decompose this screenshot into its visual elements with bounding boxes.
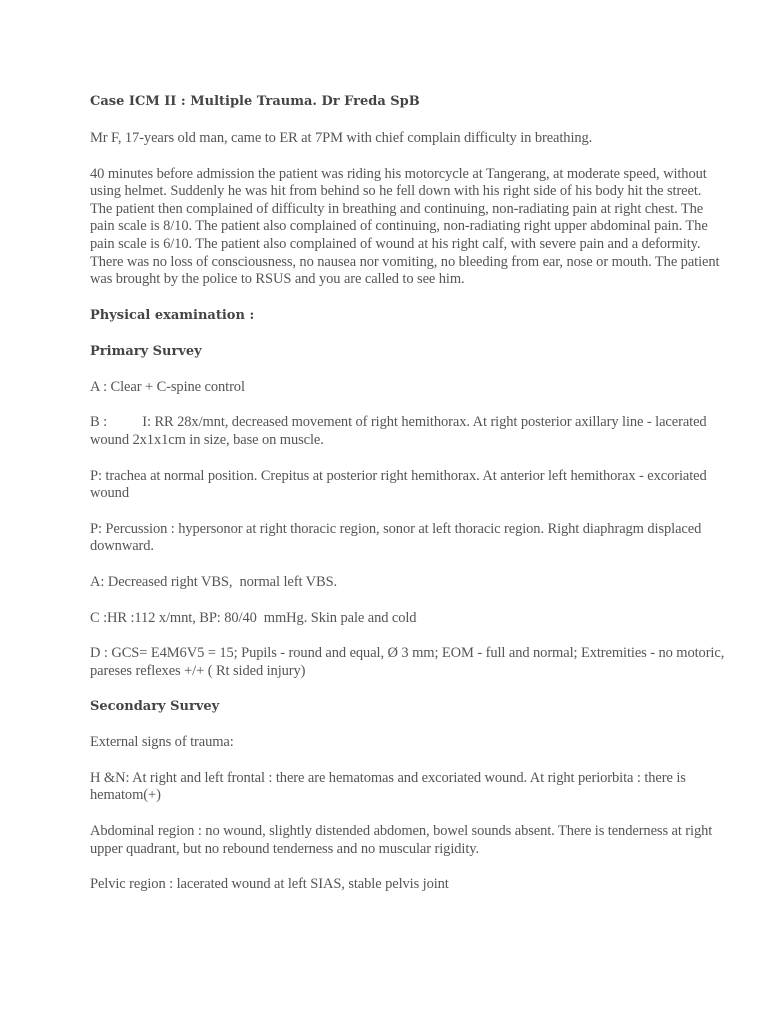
disability-paragraph: D : GCS= E4M6V5 = 15; Pupils - round and equal, Ø 3 mm; EOM - full and normal; Extremities - no motoric, pareses reflexes +/+ ( Rt sided injury) (90, 645, 725, 679)
pelvic-paragraph: Pelvic region : lacerated wound at left SIAS, stable pelvis joint (90, 876, 449, 893)
breathing-palpation-paragraph: P: trachea at normal position. Crepitus at posterior right hemithorax. At anterior left hemithorax - excoriated wound (90, 467, 707, 502)
breathing-inspection-paragraph: B : I: RR 28x/mnt, decreased movement of right hemithorax. At right posterior axillary line - lacerated wound 2x1x1cm in size, base on muscle. (90, 414, 711, 448)
intro-paragraph: Mr F, 17-years old man, came to ER at 7PM with chief complain difficulty in breathing. (90, 130, 593, 146)
breathing-percussion-paragraph: P: Percussion : hypersonor at right thoracic region, sonor at left thoracic region. Right diaphragm displaced downward. (90, 520, 702, 555)
breathing-auscultation-paragraph: A: Decreased right VBS, normal left VBS. (90, 573, 338, 590)
head-neck-paragraph: H &N: At right and left frontal : there are hematomas and excoriated wound. At right periorbita : there is hematom(+) (90, 769, 686, 804)
document-page (90, 93, 726, 894)
physical-exam-heading: Physical examination : (90, 307, 255, 323)
history-paragraph: 40 minutes before admission the patient was riding his motorcycle at Tangerang, at moderate speed, without using helmet. Suddenly he was hit from behind so he fell down with his right side of his body hit the street. The patient then complained of difficulty in breathing and continuing, non-radiating pain at right chest. The pain scale is 8/10. The patient also complained of continuing, non-radiating right upper abdominal pain. The pain scale is 6/10. The patient also complained of wound at his right calf, with severe pain and a deformity. There was no loss of consciousness, no nausea nor vomiting, no bleeding from ear, nose or mouth. The patient was brought by the police to RSUS and you are called to see him. (90, 165, 720, 288)
primary-survey-heading: Primary Survey (90, 343, 202, 359)
external-signs-paragraph: External signs of trauma: (90, 734, 234, 751)
document-title: Case ICM II : Multiple Trauma. Dr Freda SpB (90, 94, 420, 109)
secondary-survey-heading: Secondary Survey (90, 699, 220, 715)
airway-paragraph: A : Clear + C-spine control (90, 378, 245, 395)
circulation-paragraph: C :HR :112 x/mnt, BP: 80/40 mmHg. Skin pale and cold (90, 609, 417, 626)
abdominal-paragraph: Abdominal region : no wound, slightly distended abdomen, bowel sounds absent. There is tenderness at right upper quadrant, but no rebound tenderness and no muscular rigidity. (90, 823, 713, 857)
